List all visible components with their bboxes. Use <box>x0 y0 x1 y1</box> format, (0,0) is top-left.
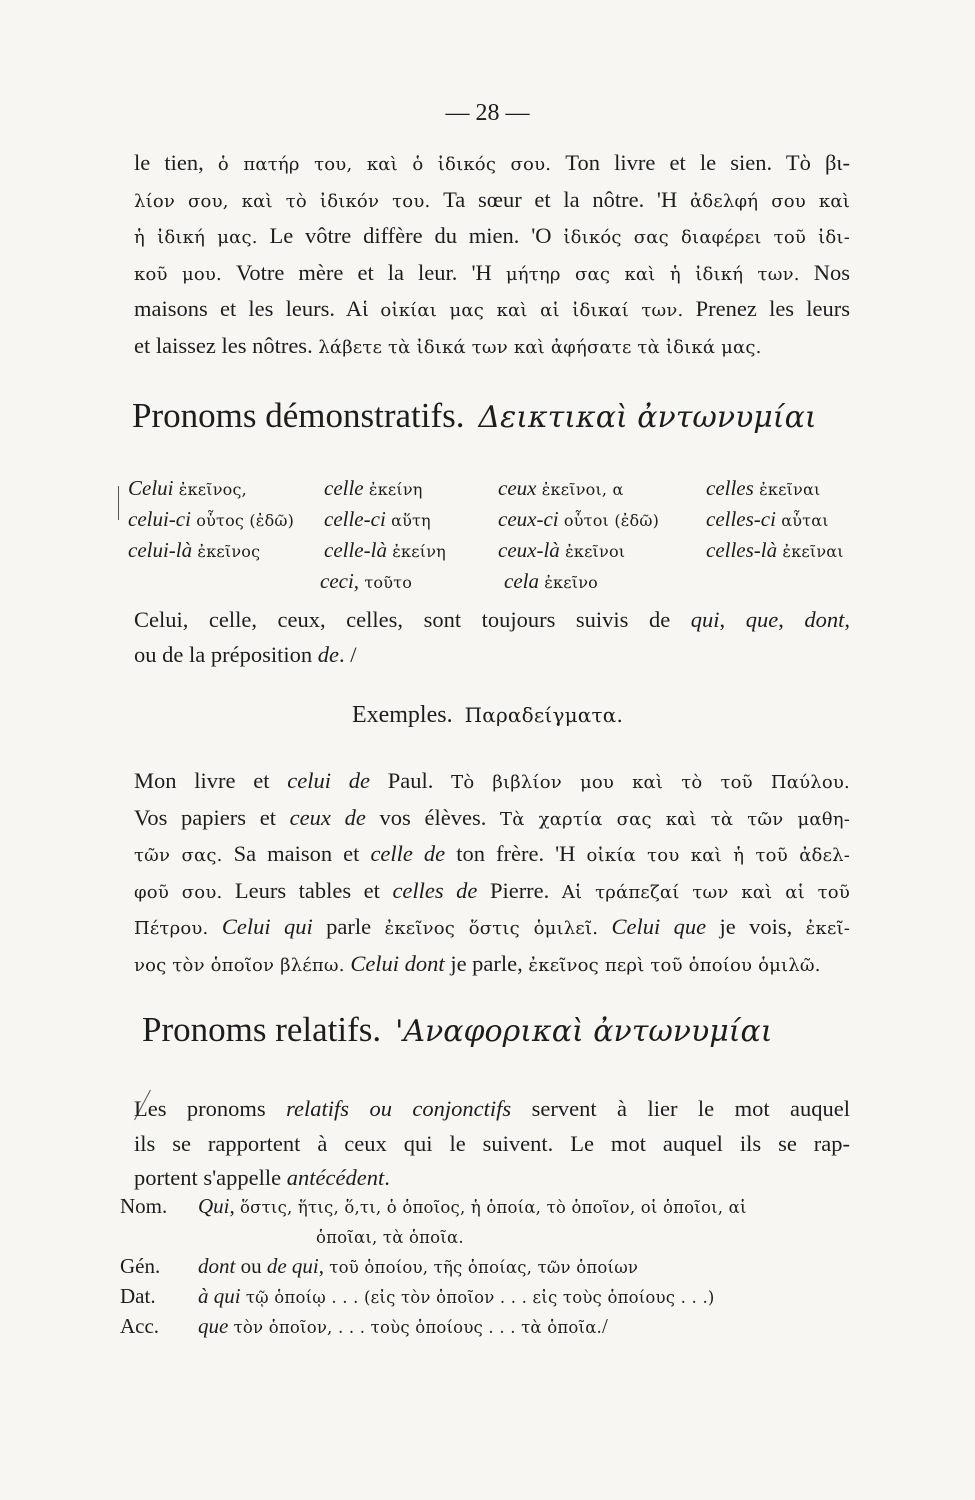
demonstrative-french: celui-là <box>128 538 193 562</box>
heading-demonstratifs-gr: Δεικτικαὶ ἀντωνυμίαι <box>478 400 817 435</box>
heading-relatifs <box>142 1010 773 1050</box>
demonstrative-french: celui-ci <box>128 507 191 531</box>
case-text: ou <box>235 1254 267 1278</box>
intro-greek: οἰκίαι μας καὶ αἱ ἰδικαί των. <box>380 300 684 321</box>
rule-paragraph <box>134 603 850 672</box>
intro-greek: λίον σου, καὶ τὸ ἰδικόν του. <box>134 190 431 212</box>
examples-line <box>134 801 850 838</box>
heading-demonstratifs-fr: Pronoms démonstratifs. <box>132 396 465 435</box>
examples-text: je parle, <box>444 950 529 976</box>
demonstrative-greek: ἐκεῖνος, <box>173 480 247 499</box>
case-row <box>120 1314 850 1344</box>
demonstrative-french: celle <box>324 476 364 500</box>
case-forms <box>198 1284 715 1309</box>
demonstrative-cell <box>324 538 446 563</box>
examples-greek: ἐκεῖ- <box>805 918 851 939</box>
examples-line <box>134 874 850 911</box>
examples-greek: φοῦ σου. <box>134 881 223 903</box>
demonstrative-greek: ἐκεῖνο <box>538 573 598 592</box>
case-row <box>120 1194 850 1224</box>
demonstrative-greek: ἐκεῖναι <box>777 542 844 561</box>
examples-greek: ἐκεῖνος περὶ τοῦ ὁποίου ὁμιλῶ. <box>528 954 821 976</box>
demonstrative-greek: ἐκείνη <box>386 542 446 561</box>
examples-greek: Tὰ χαρτία σας καὶ τὰ τῶν μαθη- <box>500 808 851 830</box>
intro-text: Ta sœur et la nôtre. 'H <box>430 186 690 212</box>
demonstrative-french: Celui <box>128 476 174 500</box>
relatifs-italic: antécédent <box>286 1165 385 1190</box>
examples-text: vos élèves. <box>365 804 501 830</box>
case-forms <box>198 1314 608 1339</box>
heading-examples-fr: Exemples. <box>351 702 453 728</box>
relatifs-line <box>134 1161 850 1196</box>
relatifs-text: Les pronoms <box>134 1096 287 1121</box>
demonstrative-french: cela <box>504 569 539 593</box>
rule-italic: qui <box>690 607 720 632</box>
rule-text: ou de la préposition <box>134 641 318 667</box>
intro-text: Ton livre et le sien. Tὸ βι- <box>551 150 850 175</box>
examples-greek: τῶν σας. <box>134 845 223 866</box>
examples-text: je vois, <box>706 914 806 939</box>
examples-line <box>134 764 850 801</box>
demonstrative-greek: ἐκεῖνος <box>192 542 261 561</box>
examples-text: Pierre. <box>477 877 562 903</box>
intro-text: Nos <box>799 259 850 285</box>
examples-text: Vos papiers et <box>134 804 290 830</box>
demonstrative-cell <box>128 476 247 501</box>
intro-line <box>134 146 850 183</box>
intro-greek: ὁ πατήρ του, καὶ ὁ ἰδικός σου. <box>217 154 552 175</box>
intro-greek: μήτηρ σας καὶ ἡ ἰδική των. <box>505 263 800 285</box>
case-row <box>120 1224 850 1254</box>
relatifs-paragraph <box>134 1092 850 1196</box>
heading-relatifs-gr: 'Αναφορικαὶ ἀντωνυμίαι <box>395 1014 773 1049</box>
demonstrative-cell <box>128 538 260 563</box>
case-text: , <box>229 1194 240 1218</box>
relative-forms-list <box>120 1194 850 1344</box>
examples-greek: νος τὸν ὁποῖον βλέπω. <box>134 954 345 976</box>
page-number: — 28 — <box>445 100 530 126</box>
heading-examples-gr: Παραδείγματα. <box>464 703 624 727</box>
demonstrative-french: ceux-ci <box>498 507 559 531</box>
rule-italic: dont <box>804 607 845 632</box>
case-greek: τοῦ ὁποίου, τῆς ὁποίας, τῶν ὁποίων <box>329 1258 639 1277</box>
examples-italic: Celui que <box>611 914 707 939</box>
demonstrative-french: celles-là <box>706 538 778 562</box>
examples-greek: Πέτρου. <box>134 918 209 939</box>
examples-line <box>134 837 850 874</box>
intro-line <box>134 256 850 293</box>
examples-text: Leurs tables et <box>222 877 393 903</box>
intro-greek: λάβετε τὰ ἰδικά των καὶ ἀφήσατε τὰ ἰδικά μας. <box>318 336 762 358</box>
examples-italic: Celui dont <box>350 950 445 976</box>
heading-relatifs-fr: Pronoms relatifs. <box>142 1010 382 1049</box>
demonstrative-cell <box>498 476 624 501</box>
case-label: Dat. <box>120 1284 156 1308</box>
case-italic: à qui <box>198 1284 241 1308</box>
examples-text: Mon livre et <box>134 768 288 793</box>
intro-text: le tien, <box>134 150 218 175</box>
heading-examples <box>0 702 975 729</box>
rule-text: . / <box>338 641 357 667</box>
relatifs-text: . <box>384 1165 390 1190</box>
demonstratives-row <box>128 538 858 569</box>
relatifs-text: servent à lier le mot auquel <box>511 1096 850 1121</box>
examples-text: Paul. <box>369 768 452 793</box>
demonstratives-table <box>128 476 858 600</box>
case-text: / <box>601 1314 608 1338</box>
demonstrative-french: celle-là <box>324 538 387 562</box>
intro-line <box>134 183 850 220</box>
case-forms <box>316 1224 464 1249</box>
examples-greek: Tὸ βιβλίον μου καὶ τὸ τοῦ Παύλου. <box>451 772 850 793</box>
rule-text: Celui, celle, ceux, celles, sont toujours suivis de <box>134 607 691 632</box>
demonstrative-cell <box>498 538 625 563</box>
intro-paragraph <box>134 146 850 365</box>
examples-italic: ceux de <box>289 804 366 830</box>
demonstrative-cell <box>706 476 820 501</box>
rule-text: , <box>719 607 746 632</box>
relatifs-line <box>134 1127 850 1162</box>
case-label: Nom. <box>120 1194 168 1218</box>
demonstrative-french: ceux <box>498 476 537 500</box>
demonstrative-cell <box>706 507 829 532</box>
relatifs-italic: relatifs ou conjonctifs <box>286 1096 512 1121</box>
examples-text <box>208 914 221 939</box>
case-row <box>120 1284 850 1314</box>
intro-text: et laissez les nôtres. <box>134 332 319 358</box>
examples-line <box>134 947 850 984</box>
examples-text: Sa maison et <box>222 841 371 866</box>
case-italic: de qui <box>266 1254 319 1278</box>
demonstrative-french: ceux-là <box>498 538 560 562</box>
intro-text: Prenez les leurs <box>683 296 851 321</box>
demonstrative-greek: οὗτος (ἐδῶ) <box>190 511 295 530</box>
rule-text: , <box>778 607 805 632</box>
examples-greek: ἐκεῖνος ὅστις ὁμιλεῖ. <box>384 918 599 939</box>
case-forms <box>198 1254 638 1279</box>
rule-italic: de <box>317 641 339 667</box>
demonstratives-row <box>128 569 858 600</box>
heading-demonstratifs <box>132 396 817 436</box>
demonstrative-cell <box>504 569 598 594</box>
rule-line <box>134 638 850 673</box>
rule-italic: que <box>745 607 779 632</box>
relatifs-line <box>134 1092 850 1127</box>
examples-text: parle <box>312 914 385 939</box>
demonstrative-greek: ἐκείνη <box>363 480 423 499</box>
case-italic: dont <box>198 1254 236 1278</box>
demonstrative-cell <box>320 569 412 594</box>
case-greek: τὸν ὁποῖον, . . . τοὺς ὁποίους . . . τὰ ὁποῖα. <box>233 1318 602 1337</box>
examples-italic: celles de <box>392 877 478 903</box>
demonstrative-greek: αὕτη <box>385 511 431 530</box>
examples-greek: Aἱ τράπεζαί των καὶ αἱ τοῦ <box>561 881 850 903</box>
demonstratives-row <box>128 507 858 538</box>
examples-italic: celui de <box>287 768 370 793</box>
relatifs-text: portent s'appelle <box>134 1165 287 1190</box>
case-row <box>120 1254 850 1284</box>
examples-line <box>134 910 850 947</box>
demonstrative-french: ceci, <box>320 569 360 593</box>
demonstrative-cell <box>706 538 844 563</box>
demonstrative-greek: αὗται <box>775 511 829 530</box>
examples-text <box>598 914 611 939</box>
rule-line <box>134 603 850 638</box>
examples-italic: Celui qui <box>221 914 313 939</box>
rule-text: , <box>844 607 850 632</box>
intro-line <box>134 292 850 329</box>
case-text: , <box>318 1254 330 1278</box>
demonstrative-french: celles-ci <box>706 507 776 531</box>
examples-italic: celle de <box>370 841 446 866</box>
examples-greek: οἰκία του καὶ ἡ τοῦ ἀδελ- <box>586 845 850 866</box>
intro-greek: ἰδικός σας διαφέρει τοῦ ἰδι- <box>563 227 850 248</box>
demonstrative-cell <box>128 507 294 532</box>
case-label: Gén. <box>120 1254 161 1278</box>
case-greek: ὅστις, ἥτις, ὅ,τι, ὁ ὁποῖος, ἡ ὁποία, τὸ ὁποῖον, οἱ ὁποῖοι, αἱ <box>240 1198 747 1217</box>
relatifs-text: ils se rapportent à ceux qui le suivent. Le mot auquel ils se rap- <box>134 1130 850 1156</box>
demonstrative-cell <box>324 476 423 501</box>
case-forms <box>198 1194 747 1219</box>
demonstrative-greek: ἐκεῖνοι, α <box>536 480 624 499</box>
intro-text: Votre mère et la leur. 'H <box>221 259 506 285</box>
pencil-bracket-mark <box>118 486 119 520</box>
intro-line <box>134 219 850 256</box>
intro-greek: κοῦ μου. <box>134 263 222 285</box>
intro-line <box>134 329 850 366</box>
demonstratives-row <box>128 476 858 507</box>
intro-greek: ἡ ἰδική μας. <box>134 227 258 248</box>
case-label: Acc. <box>120 1314 160 1338</box>
case-greek: ὁποῖαι, τὰ ὁποῖα. <box>316 1228 464 1247</box>
demonstrative-greek: τοῦτο <box>359 573 413 592</box>
demonstrative-greek: ἐκεῖναι <box>753 480 821 499</box>
demonstrative-cell <box>498 507 659 532</box>
intro-greek: ἀδελφή σου καὶ <box>689 190 850 212</box>
case-italic: Qui <box>198 1194 230 1218</box>
demonstrative-greek: ἐκεῖνοι <box>559 542 626 561</box>
demonstrative-french: celles <box>706 476 754 500</box>
intro-text: Le vôtre diffère du mien. 'O <box>257 223 564 248</box>
case-italic: que <box>198 1314 229 1338</box>
examples-paragraph <box>134 764 850 983</box>
demonstrative-french: celle-ci <box>324 507 386 531</box>
demonstrative-cell <box>324 507 431 532</box>
demonstrative-greek: οὗτοι (ἐδῶ) <box>558 511 660 530</box>
examples-text: ton frère. 'H <box>445 841 587 866</box>
case-greek: τῷ ὁποίῳ . . . (εἰς τὸν ὁποῖον . . . εἰς τοὺς ὁποίους . . .) <box>245 1288 715 1307</box>
intro-text: maisons et les leurs. Aἱ <box>134 296 381 321</box>
